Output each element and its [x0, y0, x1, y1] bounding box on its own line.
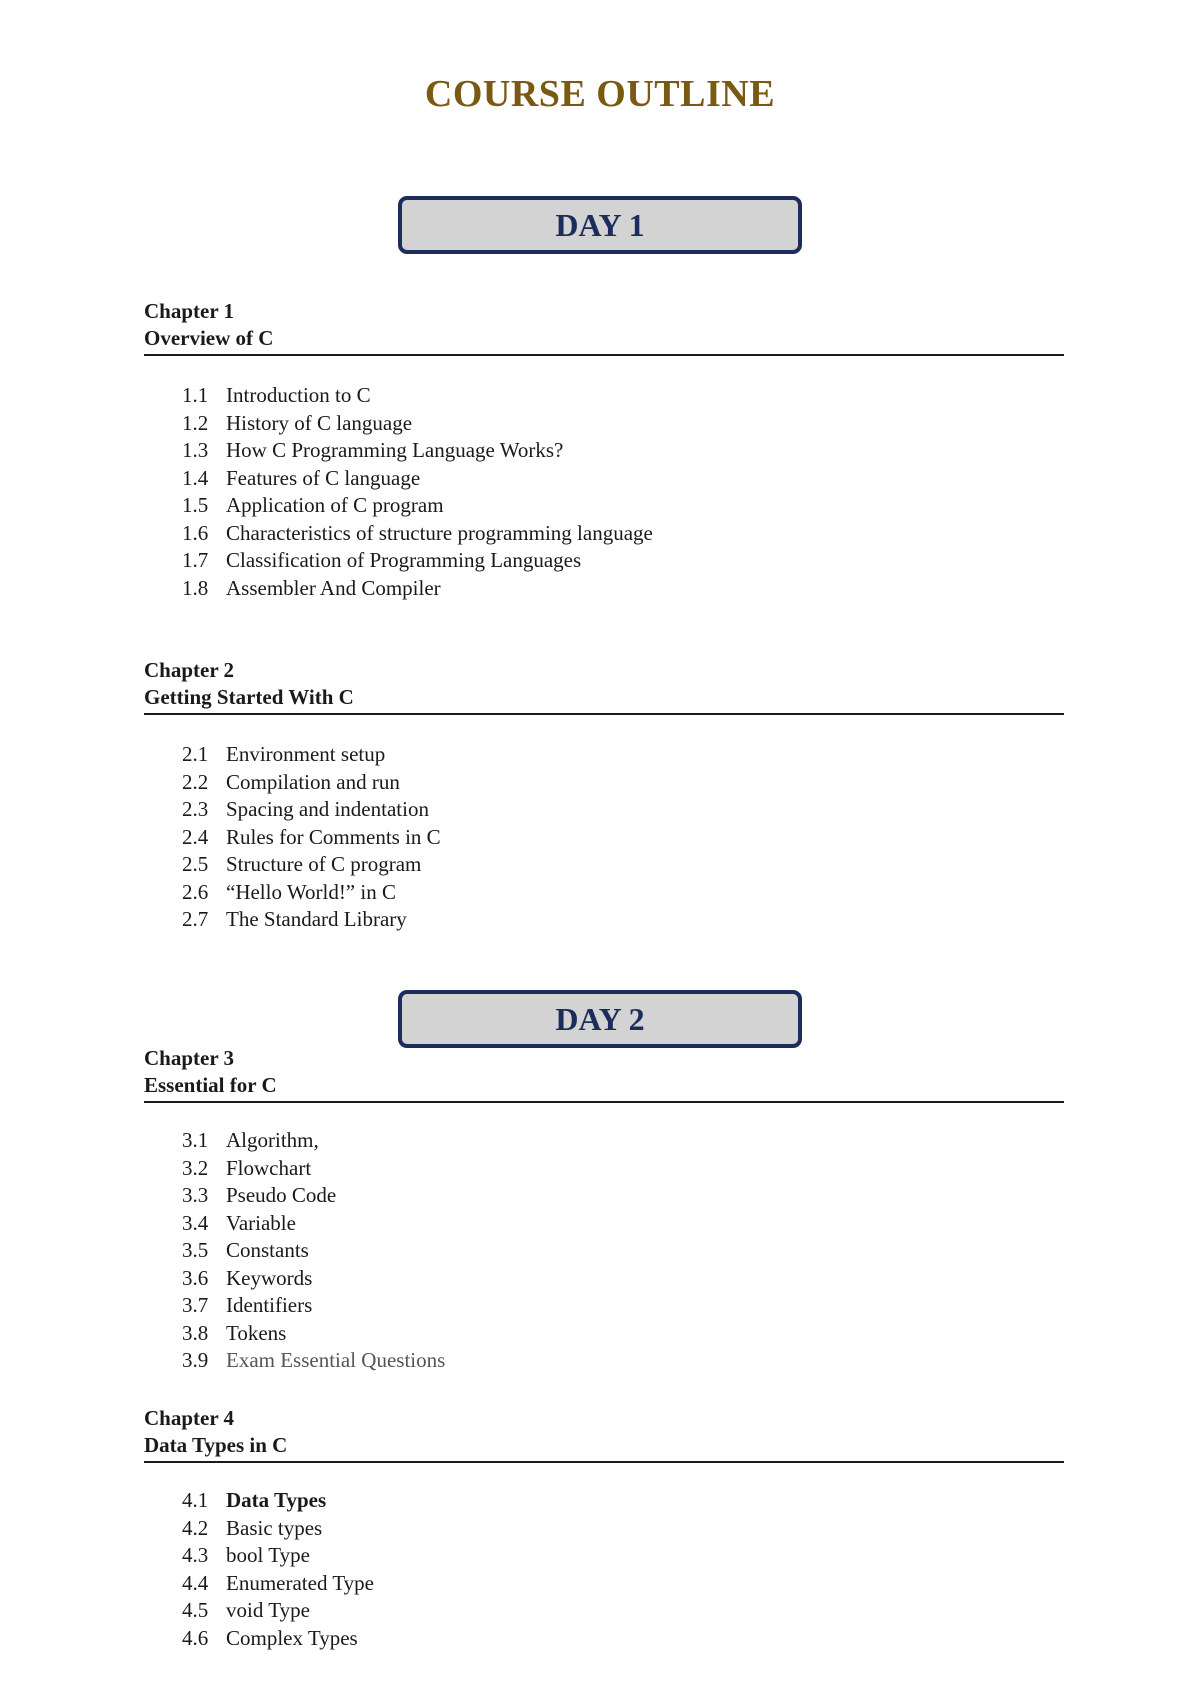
topic-list [182, 1487, 374, 1652]
topic-list [182, 741, 441, 934]
chapter-header [144, 1405, 1064, 1463]
list-item: 3.7 Identifiers [182, 1293, 313, 1317]
chapter-name: Getting Started With C [144, 685, 354, 709]
list-item: 1.4 Features of C language [182, 465, 421, 490]
list-item: 4.3 bool Type [182, 1543, 310, 1567]
list-item: 1.1 Introduction to C [182, 383, 371, 407]
chapter-label: Chapter 1 [144, 299, 235, 323]
list-item: 1.8 Assembler And Compiler [182, 575, 441, 600]
chapter-header [144, 1045, 1064, 1103]
list-item: 3.5 Constants [182, 1238, 309, 1262]
list-item: 3.9 Exam Essential Questions [182, 1348, 446, 1372]
list-item: 4.4 Enumerated Type [182, 1570, 375, 1595]
list-item: 1.7 Classification of Programming Languages [182, 548, 582, 572]
list-item: 2.5 Structure of C program [182, 852, 422, 876]
list-item: 1.6 Characteristics of structure programming language [182, 520, 653, 545]
list-item: 1.3 How C Programming Language Works? [182, 438, 564, 462]
chapter-4 [144, 1405, 1064, 1650]
chapter-header [144, 298, 1064, 356]
list-item: 2.2 Compilation and run [182, 769, 400, 794]
chapter-label: Chapter 2 [144, 658, 235, 682]
day-2-banner: DAY 2 [398, 990, 802, 1048]
chapter-2 [144, 657, 1064, 931]
chapter-1 [144, 298, 1064, 600]
list-item: 2.4 Rules for Comments in C [182, 824, 441, 849]
list-item: 4.5 void Type [182, 1598, 310, 1622]
chapter-name: Essential for C [144, 1073, 277, 1097]
chapter-label: Chapter 3 [144, 1046, 235, 1070]
list-item: 4.2 Basic types [182, 1515, 323, 1540]
list-item: 2.7 The Standard Library [182, 907, 407, 931]
list-item: 2.1 Environment setup [182, 742, 386, 766]
topic-list [182, 382, 653, 602]
day-1-banner: DAY 1 [398, 196, 802, 254]
chapter-header [144, 657, 1064, 715]
chapter-name: Data Types in C [144, 1433, 288, 1457]
list-item: 3.4 Variable [182, 1210, 296, 1235]
list-item: 3.2 Flowchart [182, 1155, 312, 1180]
list-item: 4.1 Data Types [182, 1488, 327, 1512]
chapter-name: Overview of C [144, 326, 274, 350]
list-item: 3.1 Algorithm, [182, 1128, 319, 1152]
list-item: 3.3 Pseudo Code [182, 1183, 337, 1207]
page-title: COURSE OUTLINE [424, 73, 776, 115]
chapter-label: Chapter 4 [144, 1406, 235, 1430]
chapter-3 [144, 1045, 1064, 1372]
list-item: 3.6 Keywords [182, 1265, 313, 1290]
list-item: 2.3 Spacing and indentation [182, 797, 429, 821]
list-item: 1.5 Application of C program [182, 493, 444, 517]
list-item: 1.2 History of C language [182, 410, 413, 435]
list-item: 3.8 Tokens [182, 1320, 287, 1345]
topic-list [182, 1127, 445, 1375]
list-item: 2.6 “Hello World!” in C [182, 879, 396, 904]
list-item: 4.6 Complex Types [182, 1625, 358, 1650]
